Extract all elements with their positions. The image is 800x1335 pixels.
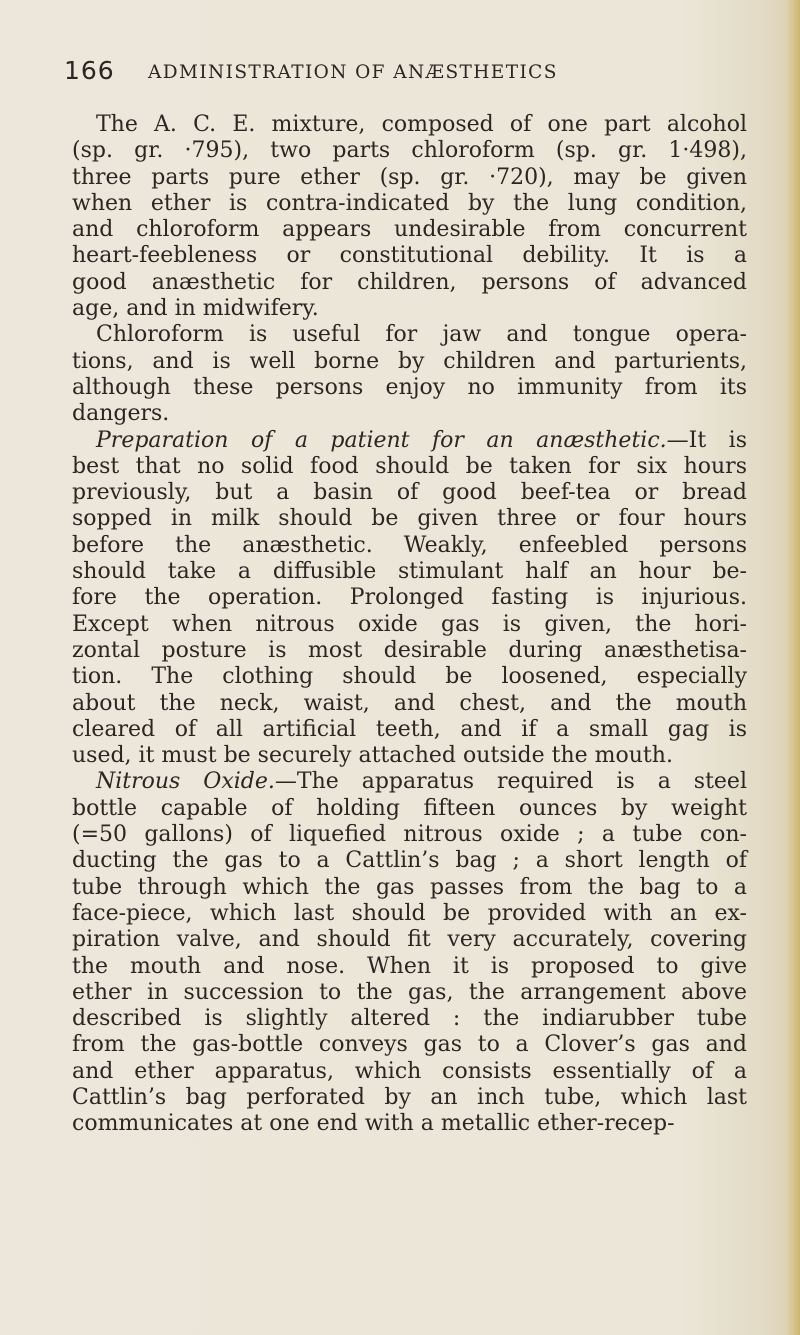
text-line xyxy=(72,165,747,191)
text-line xyxy=(72,480,747,506)
body-text xyxy=(72,112,747,1138)
line-text: —The apparatus required is a steel xyxy=(274,769,747,795)
line-text: age, and in midwifery. xyxy=(72,296,319,322)
text-line xyxy=(72,349,747,375)
text-line xyxy=(72,927,747,953)
text-line xyxy=(72,375,747,401)
page-edge xyxy=(786,0,800,1335)
text-line xyxy=(72,848,747,874)
text-line xyxy=(72,454,747,480)
text-line xyxy=(72,428,747,454)
line-text: dangers. xyxy=(72,401,170,427)
line-text: heart-feebleness or constitutional debility. It is a xyxy=(72,243,747,269)
line-text: piration valve, and should fit very accurately, covering xyxy=(72,927,747,953)
line-text: before the anæsthetic. Weakly, enfeebled persons xyxy=(72,532,747,558)
text-line xyxy=(72,401,747,427)
text-line xyxy=(72,585,747,611)
text-line xyxy=(72,664,747,690)
running-head: ADMINISTRATION OF ANÆSTHETICS xyxy=(148,62,558,83)
line-text: fore the operation. Prolonged fasting is injurious. xyxy=(72,585,747,611)
line-text: from the gas-bottle conveys gas to a Clover’s gas and xyxy=(72,1032,747,1058)
line-text: ether in succession to the gas, the arrangement above xyxy=(72,979,747,1005)
line-text: sopped in milk should be given three or four hours xyxy=(72,506,747,532)
line-text: —It is xyxy=(666,427,747,453)
line-text: when ether is contra-indicated by the lung condition, xyxy=(72,190,747,216)
text-line xyxy=(72,769,747,795)
text-line xyxy=(72,322,747,348)
text-line xyxy=(72,954,747,980)
text-line xyxy=(72,243,747,269)
text-line xyxy=(72,1085,747,1111)
text-line xyxy=(72,691,747,717)
line-text: good anæsthetic for children, persons of advanced xyxy=(72,269,747,295)
text-line xyxy=(72,980,747,1006)
line-text: Cattlin’s bag perforated by an inch tube, which last xyxy=(72,1084,747,1110)
text-line xyxy=(72,112,747,138)
line-text: used, it must be securely attached outside the mouth. xyxy=(72,743,673,769)
text-line xyxy=(72,296,747,322)
text-line xyxy=(72,138,747,164)
text-line xyxy=(72,270,747,296)
text-line xyxy=(72,1032,747,1058)
text-line xyxy=(72,1111,747,1137)
line-text: and ether apparatus, which consists essentially of a xyxy=(72,1058,747,1084)
line-text: cleared of all artificial teeth, and if a small gag is xyxy=(72,716,747,742)
line-text: (sp. gr. ·795), two parts chloroform (sp. gr. 1·498), xyxy=(72,138,747,164)
line-text: three parts pure ether (sp. gr. ·720), may be given xyxy=(72,164,747,190)
text-line xyxy=(72,217,747,243)
text-line xyxy=(72,822,747,848)
line-text: should take a diffusible stimulant half an hour be- xyxy=(72,559,747,585)
line-text: the mouth and nose. When it is proposed to give xyxy=(72,953,747,979)
text-line xyxy=(72,796,747,822)
line-text: zontal posture is most desirable during anæsthetisa- xyxy=(72,637,747,663)
line-text: described is slightly altered : the indiarubber tube xyxy=(72,1006,747,1032)
text-line xyxy=(72,612,747,638)
text-line xyxy=(72,1006,747,1032)
line-text: face-piece, which last should be provided with an ex- xyxy=(72,900,747,926)
line-text: (=50 gallons) of liquefied nitrous oxide ; a tube con- xyxy=(72,822,747,848)
text-line xyxy=(72,717,747,743)
text-line xyxy=(72,533,747,559)
line-text: tions, and is well borne by children and parturients, xyxy=(72,348,747,374)
line-text: ducting the gas to a Cattlin’s bag ; a short length of xyxy=(72,848,747,874)
line-text: Chloroform is useful for jaw and tongue opera- xyxy=(96,322,747,348)
text-line xyxy=(72,559,747,585)
text-line xyxy=(72,506,747,532)
section-heading: Nitrous Oxide. xyxy=(96,769,275,795)
section-heading: Preparation of a patient for an anæsthetic. xyxy=(96,427,667,453)
line-text: and chloroform appears undesirable from concurrent xyxy=(72,217,747,243)
line-text: previously, but a basin of good beef-tea or bread xyxy=(72,480,747,506)
line-text: about the neck, waist, and chest, and the mouth xyxy=(72,690,747,716)
line-text: The A. C. E. mixture, composed of one part alcohol xyxy=(96,112,747,137)
line-text: best that no solid food should be taken for six hours xyxy=(72,453,747,479)
line-text: bottle capable of holding fifteen ounces by weight xyxy=(72,795,747,821)
text-line xyxy=(72,191,747,217)
line-text: although these persons enjoy no immunity from its xyxy=(72,374,747,400)
text-line xyxy=(72,743,747,769)
text-line xyxy=(72,1059,747,1085)
line-text: tion. The clothing should be loosened, especially xyxy=(72,664,747,690)
line-text: communicates at one end with a metallic ether-recep- xyxy=(72,1111,675,1137)
line-text: tube through which the gas passes from the bag to a xyxy=(72,874,747,900)
text-line xyxy=(72,875,747,901)
line-text: Except when nitrous oxide gas is given, the hori- xyxy=(72,611,747,637)
text-line xyxy=(72,638,747,664)
page-header xyxy=(64,56,764,86)
page-number: 166 xyxy=(64,56,115,85)
text-line xyxy=(72,901,747,927)
